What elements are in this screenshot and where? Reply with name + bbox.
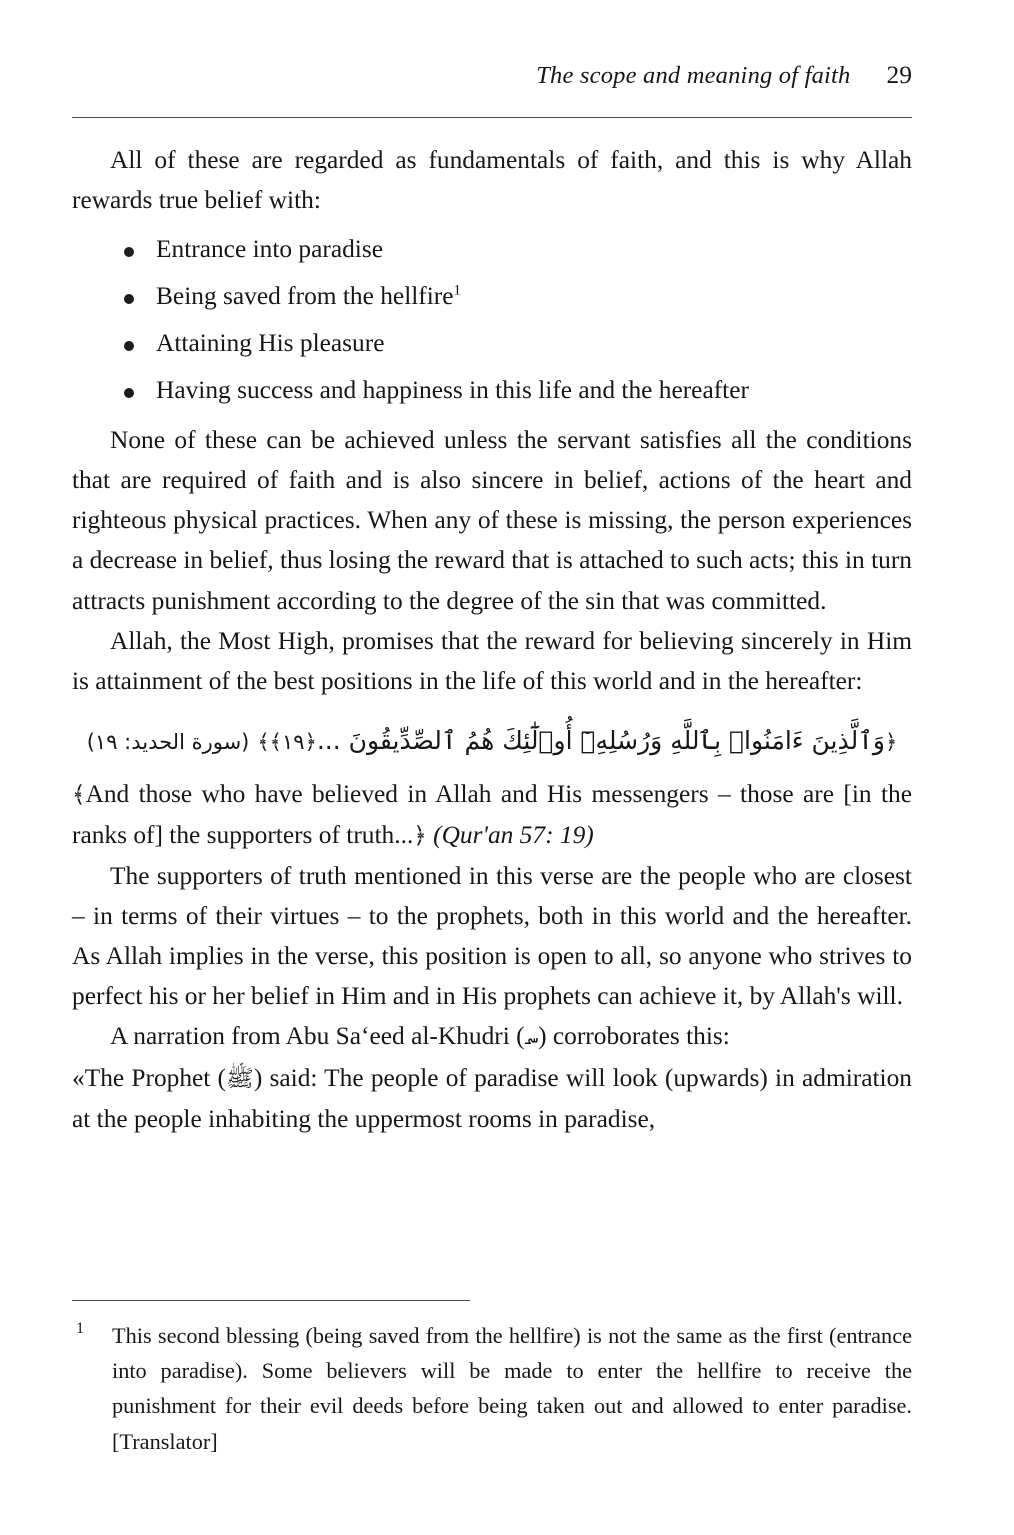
list-item-label: Being saved from the hellfire xyxy=(156,282,454,311)
verse-arabic-reference: (سورة الحديد: ١٩) xyxy=(86,729,250,754)
body-text-block xyxy=(72,140,912,1139)
translation-text: And those who have believed in Allah and His messengers – those are [in the ranks of] the supporters of truth... xyxy=(72,779,912,849)
radiyallahu-anhu-icon: ؄ xyxy=(524,1024,539,1051)
running-head-title: The scope and meaning of faith xyxy=(536,62,851,89)
page-content-column xyxy=(72,0,912,1454)
verse-arabic-text: وَٱلَّذِينَ ءَامَنُوا۟ بِٱللَّهِ وَرُسُلِهِۦٓ أُو۟لَٰٓئِكَ هُمُ ٱلصِّدِّيقُونَ ... xyxy=(316,725,885,755)
hadith-quotation xyxy=(72,1058,912,1139)
page-number: 29 xyxy=(886,60,912,89)
header-divider xyxy=(72,117,912,118)
verse-ornament-open-icon: ﴿ xyxy=(884,729,898,754)
list-item-label: Having success and happiness in this life and the hereafter xyxy=(156,376,749,405)
paragraph-supporters: The supporters of truth mentioned in this verse are the people who are closest – in terms of their virtues – to the prophets, both in this world and the hereafter. As Allah implies in the verse, this position is open to all, so anyone who strives to perfect his or her belief in Him and in His prophets can achieve it, by Allah's will. xyxy=(72,862,912,1011)
bullet-dot-icon xyxy=(124,247,134,257)
quran-citation: (Qur'an 57: 19) xyxy=(433,820,594,849)
list-item xyxy=(72,320,912,367)
list-item xyxy=(72,273,912,320)
footnote-area xyxy=(72,1300,912,1459)
ayah-number-marker: ﴿١٩﴾ xyxy=(269,729,317,754)
list-item-label: Entrance into paradise xyxy=(156,235,384,264)
paragraph-narration-intro xyxy=(72,1016,912,1057)
paragraph-promise: Allah, the Most High, promises that the reward for believing sincerely in Him is attainment of the best positions in the life of this world and in the hereafter: xyxy=(72,626,912,695)
narration-intro-before: A narration from Abu Sa‘eed al-Khudri ( xyxy=(110,1022,525,1051)
footnote-divider xyxy=(72,1300,470,1301)
quran-verse-translation xyxy=(72,774,912,856)
running-head xyxy=(72,0,912,122)
paragraph-conditions: None of these can be achieved unless the servant satisfies all the conditions that are required of faith and is also sincere in belief, actions of the heart and righteous physical practices. When any of these is missing, the person experiences a decrease in belief, thus losing the reward that is attached to such acts; this in turn attracts punishment according to the degree of the sin that was committed. xyxy=(72,426,912,615)
bullet-dot-icon xyxy=(124,388,134,398)
list-item-label: Attaining His pleasure xyxy=(156,329,385,358)
list-item xyxy=(72,367,912,414)
footnote-marker: 1 xyxy=(76,1320,84,1337)
translation-ornament-open-icon: ﴾ xyxy=(72,781,86,808)
bullet-dot-icon xyxy=(124,294,134,304)
rewards-bullet-list xyxy=(72,226,912,414)
narration-intro-after: ) corroborates this: xyxy=(538,1022,730,1051)
list-item xyxy=(72,226,912,273)
footnote-entry xyxy=(72,1318,912,1459)
hadith-after-honorific: ) said: The people of paradise will look (upwards) in admiration at the people inhabiting the uppermost rooms in paradise, xyxy=(72,1063,912,1133)
quote-open-mark: « xyxy=(72,1063,85,1092)
paragraph-intro: All of these are regarded as fundamentals of faith, and this is why Allah rewards true belief with: xyxy=(72,146,912,215)
bullet-dot-icon xyxy=(124,341,134,351)
footnote-text: This second blessing (being saved from the hellfire) is not the same as the first (entrance into paradise). Some believers will be made to enter the hellfire to receive the punishment for their evil deeds before being taken out and allowed to enter paradise. [Translator] xyxy=(112,1323,912,1454)
footnote-reference-marker[interactable]: 1 xyxy=(453,282,462,299)
translation-ornament-close-icon: ﴿ xyxy=(413,822,427,849)
sallallahu-alayhi-wasallam-icon: ﷺ xyxy=(226,1065,254,1092)
quran-verse-arabic xyxy=(72,713,912,770)
verse-ornament-close-icon: ﴾ xyxy=(257,729,270,754)
hadith-before-honorific: The Prophet ( xyxy=(84,1063,227,1092)
